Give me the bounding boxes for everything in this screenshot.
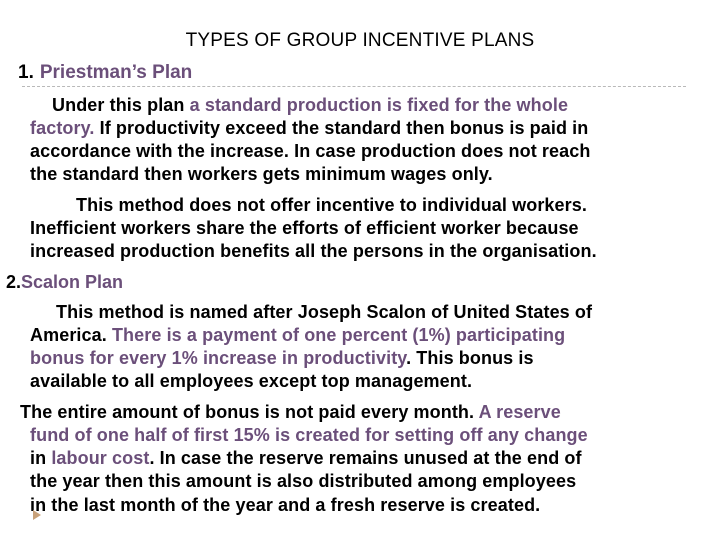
body-text: the standard then workers gets minimum wages only. [30,164,493,184]
body-text: the year then this amount is also distributed among employees [30,471,577,491]
section2-line [20,401,561,424]
highlighted-text: There is a payment of one percent (1%) participating [111,325,566,345]
section2-line [30,324,565,347]
section1-line [30,140,590,163]
highlighted-text: factory. [30,118,95,138]
section1-line [30,163,493,186]
section1-line [30,217,579,240]
body-text: America. [30,325,112,345]
body-text: . This bonus is [406,348,534,368]
highlighted-text: fund of one half of first 15% is created for setting off any change [30,425,588,445]
section-2-label: Scalon Plan [21,272,124,292]
body-text: Inefficient workers share the efforts of efficient worker because [30,218,579,238]
section2-line [30,470,576,493]
highlighted-text: a standard production is fixed for the whole [189,95,569,115]
section-1-heading [18,62,192,84]
section-2-number: 2. [6,272,22,292]
section2-line [30,424,588,447]
section1-line [30,117,588,140]
section1-line [76,194,587,217]
body-text: This method does not offer incentive to individual workers. [76,195,587,215]
title-divider [22,86,686,87]
body-text: . In case the reserve remains unused at the end of [149,448,582,468]
highlighted-text: A reserve [478,402,561,422]
section-1-number: 1. [18,62,34,83]
bullet-arrow-icon [33,510,41,520]
section-1-label: Priestman’s Plan [39,62,193,83]
section2-line [56,301,592,324]
section2-line [30,447,582,470]
body-text: available to all employees except top management. [30,371,473,391]
slide-title: TYPES OF GROUP INCENTIVE PLANS [185,30,535,51]
body-text: increased production benefits all the persons in the organisation. [30,241,597,261]
section2-line [30,370,472,393]
body-text: in [30,448,52,468]
highlighted-text: bonus for every 1% increase in productivity [30,348,407,368]
section1-line [52,94,568,117]
body-text: The entire amount of bonus is not paid every month. [20,402,479,422]
body-text: in the last month of the year and a fresh reserve is created. [30,495,541,515]
body-text: This method is named after Joseph Scalon of United States of [56,302,593,322]
section2-line [30,347,534,370]
highlighted-text: labour cost [51,448,150,468]
body-text: Under this plan [52,95,190,115]
section-2-heading [6,272,123,293]
body-text: If productivity exceed the standard then bonus is paid in [94,118,589,138]
body-text: accordance with the increase. In case production does not reach [30,141,591,161]
section2-line [30,494,540,517]
section1-line [30,240,597,263]
